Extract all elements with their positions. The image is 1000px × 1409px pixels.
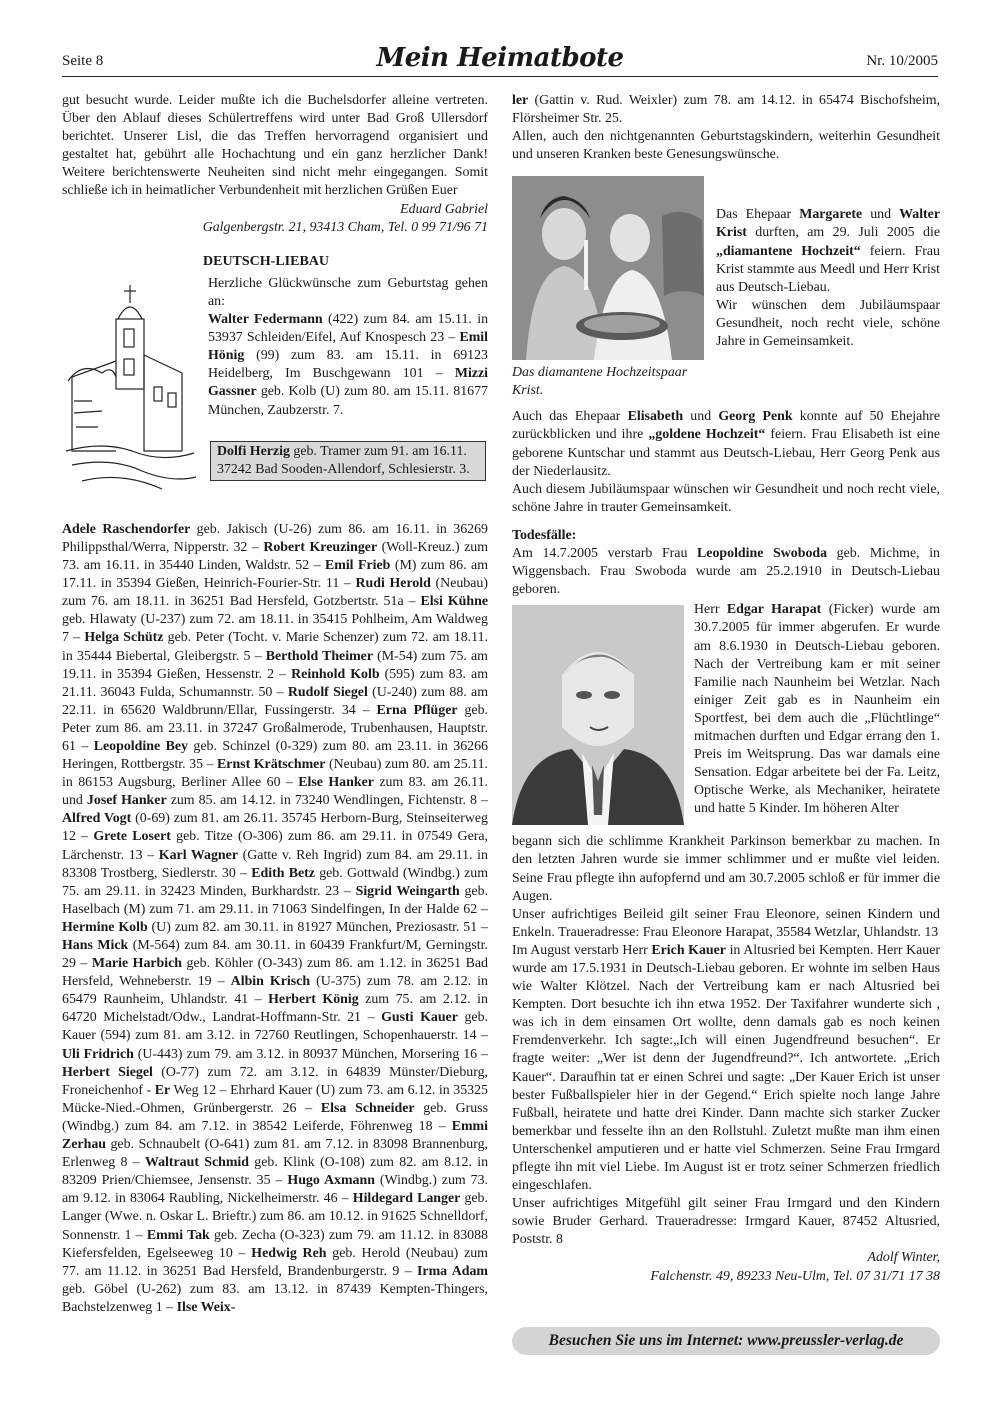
photo-caption: Das diamantene Hochzeitspaar Krist. <box>512 365 688 399</box>
church-illustration <box>62 281 198 495</box>
highlight-box: Dolfi Herzig geb. Tramer zum 91. am 16.11. 37242 Bad Sooden-Allendorf, Schlesierstr. 3. <box>210 441 486 481</box>
person-name: Emil Hönig <box>208 330 488 364</box>
page-number: Seite 8 <box>62 53 104 69</box>
opening-paragraph: gut besucht wurde. Leider mußte ich die Buchelsdorfer alleine vertreten. Über den Ablauf dieses Schülertreffens wird unter Bad Groß Ullersdorf berichtet. Unserer Lisl, die das Treffen hervorragend organisiert und gestaltet hat, gebührt alle Hochachtung und ein ganz herzlicher Dank! Weitere berichtenswerte Neuheiten sind nicht mehr eingegangen. Somit schließe ich in heimatlicher Verbundenheit mit herzlichen Grüßen Euer <box>62 93 488 199</box>
signature: Eduard Gabriel <box>400 201 488 217</box>
birthday-list: Adele Raschendorfer geb. Jakisch (U-26) zum 86. am 16.11. in 36269 Philippsthal/Werra, Nipperstr. 32 – Robert Kreuzinger (Woll-Kreuz.) zum 73. am 16.11. in 35440 Linden, Waldstr. 52 – Emil Frieb (M) zum 86. am 17.11. in 35394 Gießen, Heinrich-Fourier-Str. 11 – Rudi Herold (Neubau) zum 76. am 18.11. in 36251 Bad Hersfeld, Gotzbertstr. 51a – Elsi Kühne geb. Hlawaty (U-237) zum 72. am 18.11. in 35415 Pohlheim, Am Waldweg 7 – Helga Schütz geb. Peter (Tocht. v. Marie Schenzer) zum 72. am 18.11. in 35444 Biebertal, Gleibergstr. 5 – Berthold Theimer (M-54) zum 75. am 19.11. in 35394 Gießen, Hessenstr. 2 – Reinhold Kolb (595) zum 83. am 21.11. 36043 Fulda, Schumannstr. 50 – Rudolf Siegel (U-240) zum 88. am 22.11. in 65620 Waldbrunn/Ellar, Fussingerstr. 34 – Erna Pflüger geb. Peter zum 86. am 23.11. in 37247 Großalmerode, Trubenhausen, Hauptstr. 61 – Leopoldine Bey geb. Schinzel (0-329) zum 80. am 23.11. in 36266 Heringen, Rottbergstr. 35 – Ernst Krätschmer (Neubau) zum 80. am 25.11. in 86153 Augsburg, Berliner Allee 60 – Else Hanker zum 83. am 26.11. und Josef Hanker zum 85. am 14.12. in 73240 Wendlingen, Fichtenstr. 8 – Alfred Vogt (0-69) zum 81. am 26.11. 35745 Herborn-Burg, Steinseiterweg 12 – Grete Losert geb. Titze (O-306) zum 86. am 29.11. in 07549 Gera, Lärchenstr. 13 – Karl Wagner (Gatte v. Reh Ingrid) zum 84. am 29.11. in 83308 Trostberg, Siedlerstr. 30 – Edith Betz geb. Gottwald (Windbg.) zum 75. am 29.11. in 32423 Minden, Burkhardstr. 23 – Sigrid Weingarth geb. Haselbach (M) zum 71. am 29.11. in 71063 Sindelfingen, In der Halde 62 – Hermine Kolb (U) zum 82. am 30.11. in 81927 München, Preziosastr. 51 – Hans Mick (M-564) zum 84. am 30.11. in 60439 Frankfurt/M, Gerningstr. 29 – Marie Harbich geb. Köhler (O-343) zum 86. am 1.12. in 36251 Bad Hersfeld, Wehneberstr. 19 – Albin Krisch (U-375) zum 78. am 2.12. in 65479 Raunheim, Uhlandstr. 41 – Herbert König zum 75. am 2.12. in 64720 Michelstadt/Odw., Landrat-Hoffmann-Str. 21 – Gusti Kauer geb. Kauer (594) zum 81. am 3.12. in 72760 Reutlingen, Schopenhauerstr. 14 – Uli Fridrich (U-443) zum 79. am 3.12. in 80937 München, Morsering 16 – Herbert Siegel (O-77) zum 72. am 3.12. in 64839 Münster/Dieburg, Froneichenhof - Er Weg 12 – Ehrhard Kauer (U) zum 73. am 6.12. in 35325 Mücke-Nied.-Ohmen, Grünbergerstr. 26 – Elsa Schneider geb. Gruss (Windbg.) zum 84. am 7.12. in 38542 Leiferde, Föhrenweg 18 – Emmi Zerhau geb. Schnaubelt (O-641) zum 81. am 7.12. in 83098 Brannenburg, Erlenweg 8 – Waltraut Schmid geb. Klink (O-108) zum 82. am 8.12. in 83209 Prien/Chiemsee, Jensenstr. 35 – Hugo Axmann (Windbg.) zum 73. am 9.12. in 83064 Raubling, Nickelheimerstr. 46 – Hildegard Langer geb. Langer (Wwe. n. Oskar L. Brieftr.) zum 86. am 10.12. in 91625 Schnelldorf, Sonnenstr. 1 – Emmi Tak geb. Zecha (O-323) zum 79. am 11.12. in 83088 Kiefersfelden, Egelseeweg 10 – Hedwig Reh geb. Herold (Neubau) zum 77. am 11.12. in 36251 Bad Hersfeld, Brandenburgerstr. 9 – Irma Adam geb. Göbel (U-262) zum 83. am 13.12. in 87439 Kempten-Thingers, Bachstelzenweg 1 – Ilse Weix- <box>62 521 489 1315</box>
author-address: Falchenstr. 49, 89233 Neu-Ulm, Tel. 07 31/71 17 38 <box>650 1268 940 1284</box>
death-swoboda: Am 14.7.2005 verstarb Frau Leopoldine Swoboda geb. Michme, in Wiggensbach. Frau Swoboda wurde am 25.2.1910 in Deutsch-Liebau geboren. <box>512 546 940 598</box>
couple-photo <box>512 176 704 360</box>
birthday-continuation: ler (Gattin v. Rud. Weixler) zum 78. am 14.12. in 65474 Bischofsheim, Flörsheimer Str. 25. <box>512 93 940 127</box>
portrait-image <box>512 605 684 825</box>
person-name: Dolfi Herzig <box>217 443 290 459</box>
intro-entries: Walter Federmann (422) zum 84. am 15.11. in 53937 Schleiden/Eifel, Auf Knospesch 23 – Emil Hönig (99) zum 83. am 15.11. in 69123 Heidelberg, Im Buschgewann 101 – Mizzi Gassner geb. Kolb (U) zum 80. am 15.11. 81677 München, Zaubzerstr. 7. <box>208 312 489 418</box>
deaths-heading: Todesfälle: <box>512 527 577 543</box>
intro-text <box>208 275 488 420</box>
intro-greeting: Herzliche Glückwünsche zum Geburtstag gehen an: <box>208 275 488 309</box>
website-banner: Besuchen Sie uns im Internet: www.preussler-verlag.de <box>512 1327 940 1355</box>
section-title: DEUTSCH-LIEBAU <box>203 253 330 269</box>
author-name: Adolf Winter, <box>867 1250 940 1266</box>
person-name: Walter Federmann <box>208 312 323 328</box>
wishes-paragraph: Allen, auch den nichtgenannten Geburtstagskindern, weiterhin Gesundheit und unseren Kranken beste Genesungswünsche. <box>512 129 940 163</box>
couple-photo-image <box>512 176 704 360</box>
harapat-text: Herr Edgar Harapat (Ficker) wurde am 30.7.2005 für immer abgerufen. Er wurde am 8.6.1930 in Deutsch-Liebau geboren. Nach der Vertreibung kam er mit seiner Familie nach Naunheim bei Wetzlar. Nach einiger Zeit gab es in Naunheim ein Sportfest, bei dem auch die „Flüchtlinge“ mitmachen durften und Edgar errang den 1. Preis im Weitsprung. Das war damals eine Sensation. Edgar arbeitete bei der Fa. Leitz, Optische Werke, als Mechaniker, heiratete und hatte 5 Kinder. Im höheren Alter <box>694 602 940 817</box>
harapat-block <box>512 601 940 833</box>
kauer-condolence: Unser aufrichtiges Mitgefühl gilt seiner Frau Irmgard und den Kindern sowie Bruder Gerhard. Traueradresse: Irmgard Kauer, 87452 Altusried, Poststr. 8 <box>512 1196 940 1248</box>
left-column <box>62 92 488 1317</box>
diamond-wedding-block <box>512 176 940 408</box>
signature-address: Galgenbergstr. 21, 93413 Cham, Tel. 0 99 71/96 71 <box>202 219 488 235</box>
death-kauer: Im August verstarb Herr Erich Kauer in Altusried bei Kempten. Herr Kauer wurde am 17.5.1931 in Deutsch-Liebau geboren. Er wohnte im selben Haus wie Walter Klötzel. Nach der Vertreibung kam er nach Altusried bei Kempten. Dort besuchte ich ihn etwa 1952. Der Taxifahrer wunderte sich , was ich in dem einsamen Ort wollte, denn damals gab es noch keinen Fremdenverkehr. Ich sagte:„Ich will einen Jugendfreund besuchen“. Er fragte weiter: „Wer ist denn der Jugendfreund?“. Ich antwortete. „Erich Kauer“. Daraufhin tat er einen Schrei und sagte: „Der Kauer Erich ist unser bester Fußballspieler hier in der Gegend.“ Erich spielte noch lange Jahre Fußball, heiratete und hatte drei Kinder. Dann machte sich starker Zucker bemerkbar und fesselte ihn an den Rollstuhl. Zuletzt mußte man ihm einen Unterschenkel amputieren und er hatte viel Schmerzen. Seine Frau Irmgard pflegte ihn mit viel Liebe. Im August ist er trotz seiner Schmerzen friedlich eingeschlafen. <box>512 942 941 1194</box>
harapat-condolence: Unser aufrichtiges Beileid gilt seiner Frau Eleonore, seinen Kindern und Enkeln. Traueradresse: Frau Eleonore Harapat, 35584 Wetzlar, Uhlandstr. 13 <box>512 906 940 940</box>
harapat-continued: begann sich die schlimme Krankheit Parkinson bemerkbar zu machen. In den letzten Jahren wurde sie immer schlimmer und er mußte viel leiden. Seine Frau pflegte ihn aufopfernd und am 30.7.2005 schloß er für immer die Augen. <box>512 834 940 904</box>
diamond-wedding-text: Das Ehepaar Margarete und Walter Krist durften, am 29. Juli 2005 die „diamantene Hochzeit“ feiern. Frau Krist stammte aus Meedl und Herr Krist aus Deutsch-Liebau. Wir wünschen dem Jubiläumspaar Gesundheit, noch recht viele, schöne Jahre in Gemeinsamkeit. <box>716 207 941 350</box>
person-name: Mizzi Gassner <box>208 366 488 400</box>
intro-block <box>62 275 488 521</box>
right-column <box>512 92 940 1286</box>
masthead-title: Mein Heimatbote <box>376 43 624 73</box>
golden-wedding-text: Auch das Ehepaar Elisabeth und Georg Penk konnte auf 50 Ehejahre zurückblicken und ihre „goldene Hochzeit“ feiern. Frau Elisabeth ist eine geborene Kuntschar und stammt aus Deutsch-Liebau, Herr Georg Penk aus der Niederlausitz. Auch diesem Jubiläumspaar wünschen wir Gesundheit und noch recht viele, schöne Jahre in trauter Gemeinsamkeit. <box>512 409 940 515</box>
portrait-photo <box>512 605 684 825</box>
page-header <box>62 40 938 77</box>
issue-number: Nr. 10/2005 <box>866 53 938 69</box>
